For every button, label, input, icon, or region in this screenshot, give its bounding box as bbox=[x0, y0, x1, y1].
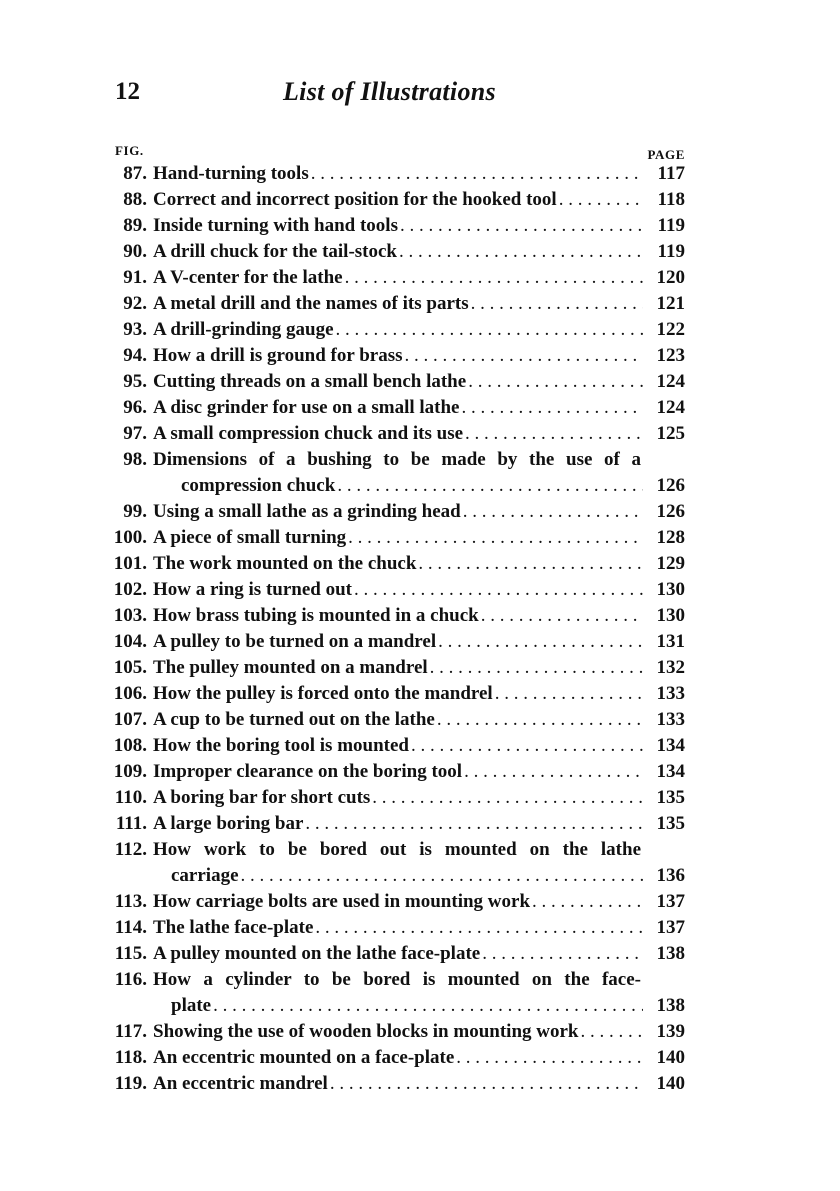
list-item bbox=[105, 1045, 685, 1071]
illustration-title: How the boring tool is mounted bbox=[153, 735, 409, 756]
page-reference: 140 bbox=[656, 1047, 685, 1068]
figure-number: 105. bbox=[113, 657, 147, 678]
illustration-title: How the pulley is forced onto the mandrel bbox=[153, 683, 493, 704]
page-reference: 134 bbox=[656, 761, 685, 782]
figure-number: 102. bbox=[113, 579, 147, 600]
illustration-title-continuation: compression chuck bbox=[181, 475, 336, 496]
page-reference: 122 bbox=[656, 319, 685, 340]
list-item bbox=[105, 707, 685, 733]
page-reference: 137 bbox=[656, 917, 685, 938]
list-item bbox=[105, 317, 685, 343]
list-item bbox=[105, 213, 685, 239]
list-item bbox=[105, 1019, 685, 1045]
column-headings bbox=[115, 143, 685, 161]
dot-leader bbox=[311, 161, 643, 187]
illustration-title: Correct and incorrect position for the hooked tool bbox=[153, 189, 557, 210]
dot-leader bbox=[241, 863, 643, 889]
page-reference: 123 bbox=[656, 345, 685, 366]
list-item bbox=[105, 551, 685, 577]
illustration-title: A large boring bar bbox=[153, 813, 304, 834]
dot-leader bbox=[465, 421, 643, 447]
illustration-title: Improper clearance on the boring tool bbox=[153, 761, 463, 782]
illustration-title: How carriage bolts are used in mounting work bbox=[153, 891, 531, 912]
figure-number: 116. bbox=[114, 969, 147, 990]
list-item bbox=[105, 1071, 685, 1097]
figure-number: 110. bbox=[114, 787, 147, 808]
figure-number: 97. bbox=[123, 423, 147, 444]
page-reference: 134 bbox=[656, 735, 685, 756]
list-item bbox=[105, 889, 685, 915]
dot-leader bbox=[482, 941, 643, 967]
figure-number: 94. bbox=[123, 345, 147, 366]
figure-number: 112. bbox=[114, 839, 147, 860]
figure-number: 107. bbox=[113, 709, 147, 730]
figure-number: 103. bbox=[113, 605, 147, 626]
list-item bbox=[105, 239, 685, 265]
figure-number: 119. bbox=[114, 1073, 147, 1094]
figure-number: 115. bbox=[114, 943, 147, 964]
page-reference: 138 bbox=[656, 995, 685, 1016]
dot-leader bbox=[418, 551, 643, 577]
list-item bbox=[105, 291, 685, 317]
list-item bbox=[105, 759, 685, 785]
figure-number: 104. bbox=[113, 631, 147, 652]
list-item bbox=[105, 265, 685, 291]
dot-leader bbox=[471, 291, 643, 317]
list-item bbox=[105, 421, 685, 447]
dot-leader bbox=[354, 577, 643, 603]
illustration-title: How a cylinder to be bored is mounted on the face- bbox=[153, 969, 641, 990]
dot-leader bbox=[411, 733, 643, 759]
illustration-title: A boring bar for short cuts bbox=[153, 787, 371, 808]
illustration-title: How brass tubing is mounted in a chuck bbox=[153, 605, 479, 626]
figure-number: 109. bbox=[113, 761, 147, 782]
dot-leader bbox=[464, 759, 643, 785]
page-reference: 118 bbox=[657, 189, 685, 210]
list-item bbox=[105, 655, 685, 681]
illustration-title: Inside turning with hand tools bbox=[153, 215, 398, 236]
dot-leader bbox=[305, 811, 643, 837]
dot-leader bbox=[437, 707, 643, 733]
dot-leader bbox=[336, 317, 643, 343]
dot-leader bbox=[399, 239, 643, 265]
fig-column-heading: FIG. bbox=[115, 143, 144, 158]
figure-number: 98. bbox=[123, 449, 147, 470]
page-header bbox=[115, 76, 685, 110]
illustration-title: A metal drill and the names of its parts bbox=[153, 293, 469, 314]
illustration-title: Showing the use of wooden blocks in mounting work bbox=[153, 1021, 579, 1042]
dot-leader bbox=[345, 265, 643, 291]
dot-leader bbox=[315, 915, 643, 941]
page-column-heading: PAGE bbox=[647, 147, 685, 162]
illustration-title: A piece of small turning bbox=[153, 527, 347, 548]
figure-number: 99. bbox=[123, 501, 147, 522]
list-item bbox=[105, 395, 685, 421]
list-item bbox=[105, 785, 685, 811]
running-title: List of Illustrations bbox=[283, 77, 496, 106]
illustration-title: The lathe face-plate bbox=[153, 917, 314, 938]
page-reference: 140 bbox=[656, 1073, 685, 1094]
list-item bbox=[105, 525, 685, 551]
dot-leader bbox=[430, 655, 643, 681]
figure-number: 108. bbox=[113, 735, 147, 756]
illustration-title-continuation: plate bbox=[171, 995, 212, 1016]
figure-number: 118. bbox=[114, 1047, 147, 1068]
page-reference: 137 bbox=[656, 891, 685, 912]
figure-number: 114. bbox=[114, 917, 147, 938]
list-item bbox=[105, 967, 685, 1019]
figure-number: 113. bbox=[114, 891, 147, 912]
dot-leader bbox=[468, 369, 643, 395]
figure-number: 90. bbox=[123, 241, 147, 262]
dot-leader bbox=[400, 213, 643, 239]
figure-number: 87. bbox=[123, 163, 147, 184]
illustration-title: A drill chuck for the tail-stock bbox=[153, 241, 398, 262]
page-reference: 126 bbox=[656, 501, 685, 522]
illustration-title: A pulley mounted on the lathe face-plate bbox=[153, 943, 481, 964]
list-item bbox=[105, 733, 685, 759]
list-item bbox=[105, 499, 685, 525]
page-reference: 117 bbox=[657, 163, 685, 184]
dot-leader bbox=[463, 499, 643, 525]
illustration-title: A pulley to be turned on a mandrel bbox=[153, 631, 437, 652]
figure-number: 89. bbox=[123, 215, 147, 236]
dot-leader bbox=[532, 889, 643, 915]
list-item bbox=[105, 811, 685, 837]
illustration-title: Cutting threads on a small bench lathe bbox=[153, 371, 467, 392]
dot-leader bbox=[330, 1071, 643, 1097]
figure-number: 96. bbox=[123, 397, 147, 418]
illustration-title: The pulley mounted on a mandrel bbox=[153, 657, 428, 678]
illustration-title: Using a small lathe as a grinding head bbox=[153, 501, 461, 522]
page-reference: 120 bbox=[656, 267, 685, 288]
dot-leader bbox=[372, 785, 643, 811]
figure-number: 93. bbox=[123, 319, 147, 340]
dot-leader bbox=[559, 187, 643, 213]
list-item bbox=[105, 603, 685, 629]
page-reference: 130 bbox=[656, 605, 685, 626]
list-item bbox=[105, 161, 685, 187]
page-reference: 139 bbox=[656, 1021, 685, 1042]
illustration-title: An eccentric mounted on a face-plate bbox=[153, 1047, 455, 1068]
illustration-title: Hand-turning tools bbox=[153, 163, 309, 184]
page-reference: 135 bbox=[656, 813, 685, 834]
illustration-title: A V-center for the lathe bbox=[153, 267, 343, 288]
dot-leader bbox=[580, 1019, 643, 1045]
page-reference: 131 bbox=[656, 631, 685, 652]
page-reference: 138 bbox=[656, 943, 685, 964]
illustration-title: A drill-grinding gauge bbox=[153, 319, 334, 340]
list-item bbox=[105, 681, 685, 707]
page-reference: 128 bbox=[656, 527, 685, 548]
page-reference: 135 bbox=[656, 787, 685, 808]
page-number: 12 bbox=[115, 78, 140, 105]
illustration-title: The work mounted on the chuck bbox=[153, 553, 417, 574]
illustration-title: An eccentric mandrel bbox=[153, 1073, 328, 1094]
page-reference: 121 bbox=[656, 293, 685, 314]
list-item bbox=[105, 369, 685, 395]
illustration-title-continuation: carriage bbox=[171, 865, 239, 886]
figure-number: 111. bbox=[115, 813, 147, 834]
page-reference: 119 bbox=[657, 241, 685, 262]
dot-leader bbox=[495, 681, 643, 707]
page-reference: 130 bbox=[656, 579, 685, 600]
dot-leader bbox=[213, 993, 643, 1019]
page-reference: 136 bbox=[656, 865, 685, 886]
page-reference: 133 bbox=[656, 709, 685, 730]
list-item bbox=[105, 837, 685, 889]
figure-number: 91. bbox=[123, 267, 147, 288]
dot-leader bbox=[405, 343, 643, 369]
page-reference: 124 bbox=[656, 397, 685, 418]
figure-number: 100. bbox=[113, 527, 147, 548]
figure-number: 101. bbox=[113, 553, 147, 574]
page-reference: 126 bbox=[656, 475, 685, 496]
dot-leader bbox=[348, 525, 643, 551]
dot-leader bbox=[461, 395, 643, 421]
list-item bbox=[105, 915, 685, 941]
illustration-title: A disc grinder for use on a small lathe bbox=[153, 397, 460, 418]
page-reference: 119 bbox=[657, 215, 685, 236]
figure-number: 88. bbox=[123, 189, 147, 210]
figure-number: 117. bbox=[114, 1021, 147, 1042]
dot-leader bbox=[438, 629, 643, 655]
page-reference: 124 bbox=[656, 371, 685, 392]
list-item bbox=[105, 447, 685, 499]
figure-number: 95. bbox=[123, 371, 147, 392]
illustration-title: How a drill is ground for brass bbox=[153, 345, 403, 366]
page-reference: 125 bbox=[656, 423, 685, 444]
illustration-title: A small compression chuck and its use bbox=[153, 423, 464, 444]
page-reference: 129 bbox=[656, 553, 685, 574]
illustration-title: A cup to be turned out on the lathe bbox=[153, 709, 435, 730]
list-item bbox=[105, 941, 685, 967]
dot-leader bbox=[456, 1045, 643, 1071]
illustrations-list bbox=[105, 161, 685, 1097]
dot-leader bbox=[337, 473, 643, 499]
figure-number: 106. bbox=[113, 683, 147, 704]
list-item bbox=[105, 577, 685, 603]
list-item bbox=[105, 629, 685, 655]
illustration-title: How a ring is turned out bbox=[153, 579, 352, 600]
page-reference: 133 bbox=[656, 683, 685, 704]
illustration-title: Dimensions of a bushing to be made by the use of a bbox=[153, 449, 641, 470]
list-item bbox=[105, 187, 685, 213]
page-reference: 132 bbox=[656, 657, 685, 678]
dot-leader bbox=[481, 603, 643, 629]
figure-number: 92. bbox=[123, 293, 147, 314]
list-item bbox=[105, 343, 685, 369]
illustration-title: How work to be bored out is mounted on the lathe bbox=[153, 839, 641, 860]
